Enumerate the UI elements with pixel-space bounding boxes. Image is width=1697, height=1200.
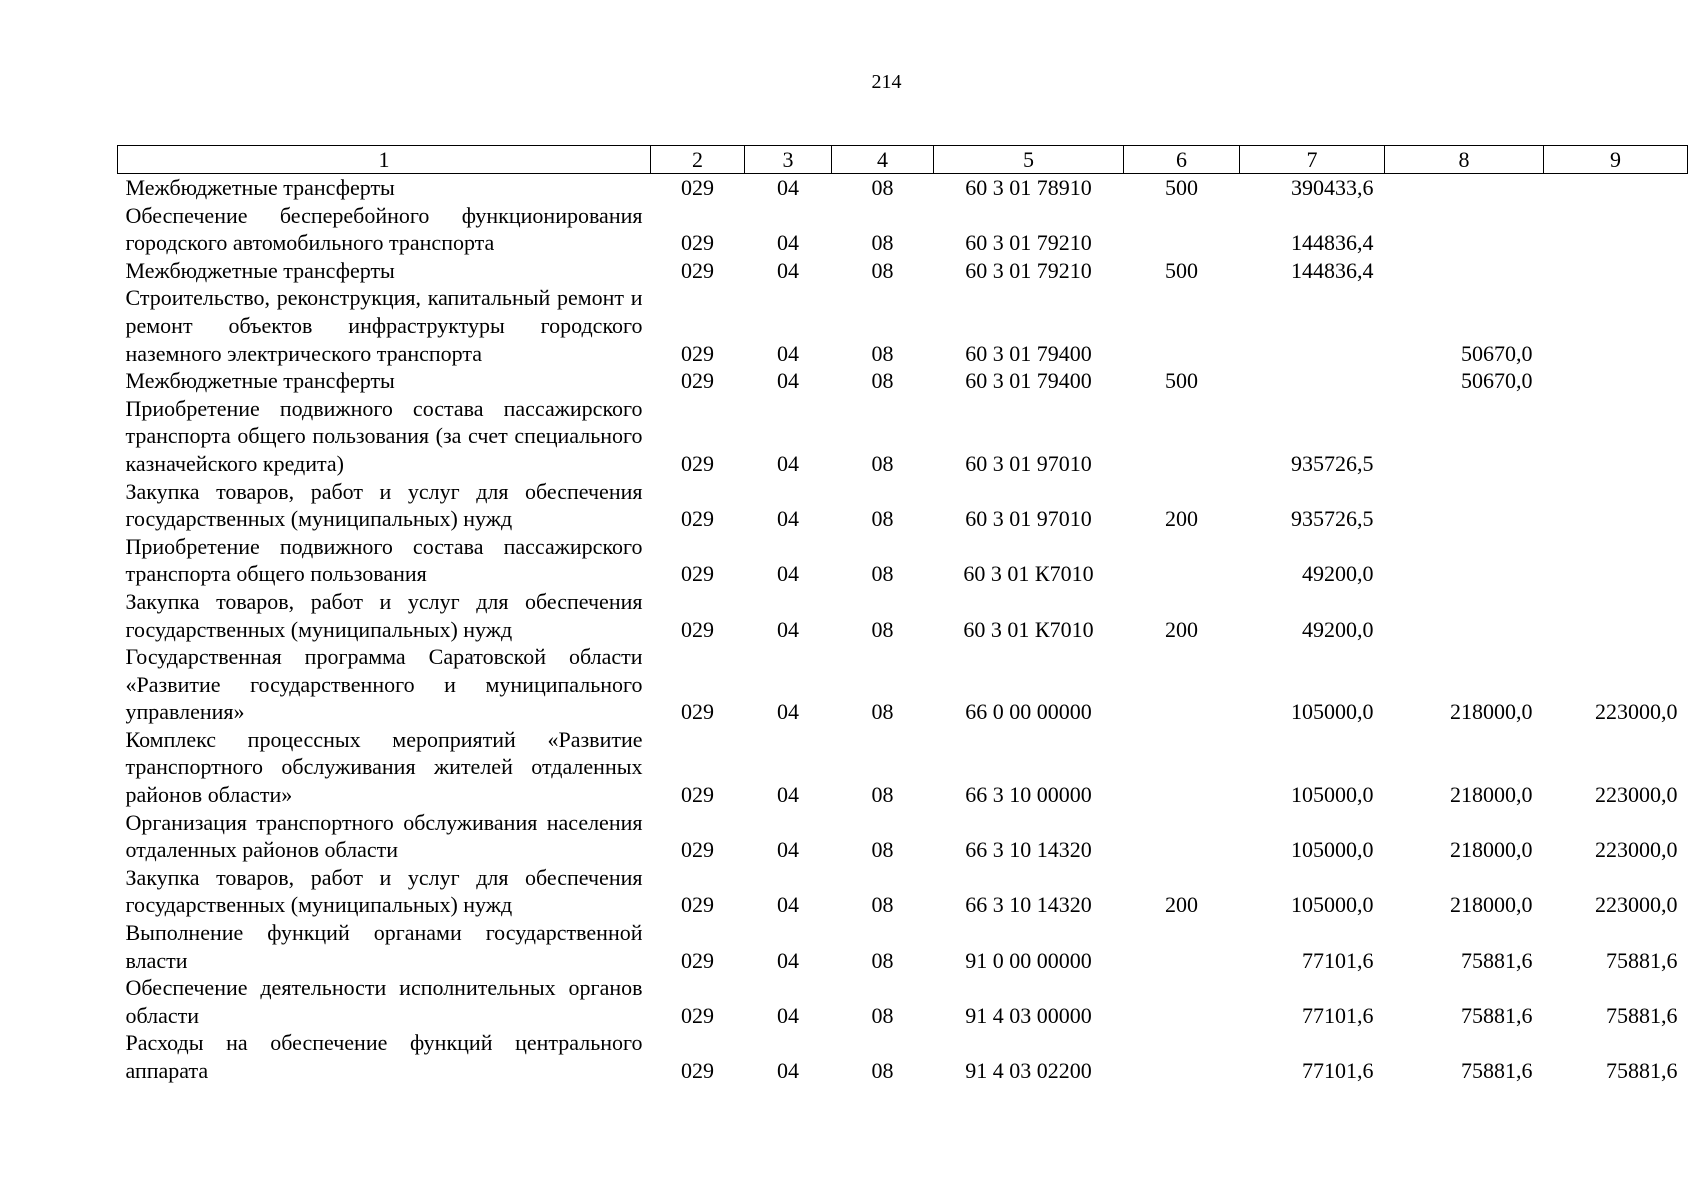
amount-col7: 49200,0 — [1302, 616, 1374, 642]
ministry-code: 029 — [681, 340, 714, 366]
target-article-code: 66 3 10 00000 — [965, 782, 1092, 808]
table-row — [118, 809, 1688, 864]
column-header: 4 — [832, 146, 934, 174]
column-header: 9 — [1544, 146, 1688, 174]
amount-col8 — [1385, 174, 1544, 202]
expense-name: Межбюджетные трансферты — [125, 175, 395, 200]
section-code: 04 — [777, 1058, 799, 1083]
column-header: 7 — [1240, 146, 1385, 174]
expense-name: Приобретение подвижного состава пассажирского транспорта общего пользования — [125, 533, 643, 587]
expense-type-code: 500 — [1165, 368, 1198, 394]
subsection-code: 08 — [871, 616, 894, 642]
column-header: 6 — [1124, 146, 1240, 174]
amount-col9 — [1544, 533, 1688, 588]
subsection-code: 08 — [871, 699, 894, 725]
amount-col7: 105000,0 — [1291, 892, 1374, 918]
section-code: 04 — [777, 230, 799, 256]
expense-name: Обеспечение бесперебойного функционирования городского автомобильного транспорта — [125, 202, 643, 256]
amount-col7 — [1240, 367, 1385, 395]
expense-name: Расходы на обеспечение функций центрального аппарата — [125, 1030, 643, 1083]
amount-col8: 75881,6 — [1461, 1058, 1533, 1083]
expense-type-code — [1124, 809, 1240, 864]
page-number: 214 — [871, 71, 902, 93]
table-row — [118, 864, 1688, 919]
amount-col7: 105000,0 — [1291, 699, 1374, 725]
ministry-code: 029 — [681, 1058, 714, 1083]
subsection-code: 08 — [871, 561, 894, 587]
expense-name: Комплекс процессных мероприятий «Развитие транспортного обслуживания жителей отдаленных районов области» — [125, 726, 643, 808]
expense-name: Организация транспортного обслуживания населения отдаленных районов области — [125, 809, 643, 863]
target-article-code: 91 4 03 02200 — [965, 1058, 1092, 1083]
amount-col8: 218000,0 — [1450, 782, 1533, 808]
amount-col8: 218000,0 — [1450, 699, 1533, 725]
amount-col7: 49200,0 — [1302, 561, 1374, 587]
table-row — [118, 919, 1688, 974]
table-row — [118, 174, 1688, 202]
subsection-code: 08 — [871, 340, 894, 366]
ministry-code: 029 — [681, 230, 714, 256]
column-header: 1 — [118, 146, 651, 174]
expense-type-code — [1124, 726, 1240, 809]
target-article-code: 91 0 00 00000 — [965, 947, 1092, 973]
amount-col8 — [1385, 588, 1544, 643]
amount-col7: 144836,4 — [1291, 230, 1374, 256]
amount-col9 — [1544, 284, 1688, 367]
section-code: 04 — [777, 175, 799, 200]
target-article-code: 60 3 01 97010 — [965, 506, 1092, 532]
expense-name: Выполнение функций органами государственной власти — [125, 920, 643, 973]
amount-col8 — [1385, 395, 1544, 478]
section-code: 04 — [777, 450, 799, 476]
amount-col9: 75881,6 — [1606, 1058, 1678, 1083]
subsection-code: 08 — [871, 837, 894, 863]
target-article-code: 60 3 01 К7010 — [963, 561, 1094, 587]
expense-type-code — [1124, 284, 1240, 367]
amount-col9: 223000,0 — [1595, 837, 1678, 863]
ministry-code: 029 — [681, 257, 714, 283]
table-row — [118, 367, 1688, 395]
target-article-code: 60 3 01 78910 — [965, 175, 1092, 200]
table-row — [118, 202, 1688, 257]
ministry-code: 029 — [681, 561, 714, 587]
expense-type-code: 200 — [1165, 616, 1198, 642]
section-code: 04 — [777, 506, 799, 532]
subsection-code: 08 — [871, 175, 894, 200]
ministry-code: 029 — [681, 368, 714, 394]
ministry-code: 029 — [681, 506, 714, 532]
subsection-code: 08 — [871, 947, 894, 973]
header-row — [118, 146, 1688, 174]
ministry-code: 029 — [681, 837, 714, 863]
table-row — [118, 284, 1688, 367]
target-article-code: 60 3 01 97010 — [965, 450, 1092, 476]
expense-type-code: 500 — [1165, 257, 1198, 283]
subsection-code: 08 — [871, 1002, 894, 1028]
section-code: 04 — [777, 616, 799, 642]
ministry-code: 029 — [681, 1002, 714, 1028]
table-row — [118, 478, 1688, 533]
target-article-code: 60 3 01 79400 — [965, 340, 1092, 366]
section-code: 04 — [777, 257, 799, 283]
expense-name: Закупка товаров, работ и услуг для обеспечения государственных (муниципальных) нужд — [125, 588, 643, 642]
amount-col9 — [1544, 395, 1688, 478]
amount-col9 — [1544, 202, 1688, 257]
amount-col9: 75881,6 — [1606, 1002, 1678, 1028]
amount-col7: 77101,6 — [1302, 1058, 1374, 1083]
amount-col8: 50670,0 — [1461, 368, 1533, 394]
target-article-code: 66 3 10 14320 — [965, 837, 1092, 863]
column-header: 5 — [934, 146, 1124, 174]
expense-type-code: 200 — [1165, 506, 1198, 532]
ministry-code: 029 — [681, 175, 714, 200]
target-article-code: 60 3 01 К7010 — [963, 616, 1094, 642]
amount-col8 — [1385, 257, 1544, 285]
table-row — [118, 643, 1688, 726]
section-code: 04 — [777, 561, 799, 587]
section-code: 04 — [777, 340, 799, 366]
expense-type-code — [1124, 974, 1240, 1029]
table-row — [118, 533, 1688, 588]
subsection-code: 08 — [871, 450, 894, 476]
section-code: 04 — [777, 782, 799, 808]
expense-type-code: 500 — [1165, 175, 1198, 200]
ministry-code: 029 — [681, 782, 714, 808]
amount-col7: 935726,5 — [1291, 506, 1374, 532]
amount-col9 — [1544, 257, 1688, 285]
expense-type-code — [1124, 919, 1240, 974]
expense-type-code — [1124, 643, 1240, 726]
ministry-code: 029 — [681, 450, 714, 476]
expense-name: Обеспечение деятельности исполнительных органов области — [125, 975, 643, 1028]
expense-name: Государственная программа Саратовской области «Развитие государственного и муниципального управления» — [125, 644, 643, 725]
column-header: 8 — [1385, 146, 1544, 174]
target-article-code: 60 3 01 79210 — [965, 257, 1092, 283]
table-row — [118, 588, 1688, 643]
expense-type-code — [1124, 1029, 1240, 1084]
amount-col9: 75881,6 — [1606, 947, 1678, 973]
amount-col9: 223000,0 — [1595, 782, 1678, 808]
amount-col7: 77101,6 — [1302, 947, 1374, 973]
amount-col8 — [1385, 533, 1544, 588]
ministry-code: 029 — [681, 892, 714, 918]
amount-col9: 223000,0 — [1595, 892, 1678, 918]
table-row — [118, 1029, 1688, 1084]
expense-name: Строительство, реконструкция, капитальный ремонт и ремонт объектов инфраструктуры городского наземного электрического транспорта — [125, 285, 643, 366]
section-code: 04 — [777, 947, 799, 973]
expense-name: Межбюджетные трансферты — [125, 257, 395, 283]
expense-type-code — [1124, 202, 1240, 257]
amount-col7: 390433,6 — [1291, 175, 1374, 200]
expense-name: Закупка товаров, работ и услуг для обеспечения государственных (муниципальных) нужд — [125, 478, 643, 532]
subsection-code: 08 — [871, 1058, 894, 1083]
target-article-code: 66 0 00 00000 — [965, 699, 1092, 725]
amount-col7 — [1240, 284, 1385, 367]
amount-col7: 144836,4 — [1291, 257, 1374, 283]
amount-col8: 218000,0 — [1450, 837, 1533, 863]
section-code: 04 — [777, 892, 799, 918]
section-code: 04 — [777, 1002, 799, 1028]
table-row — [118, 395, 1688, 478]
subsection-code: 08 — [871, 257, 894, 283]
expense-name: Закупка товаров, работ и услуг для обеспечения государственных (муниципальных) нужд — [125, 864, 643, 918]
amount-col8: 75881,6 — [1461, 1002, 1533, 1028]
budget-table — [117, 145, 1688, 1085]
table-row — [118, 257, 1688, 285]
target-article-code: 91 4 03 00000 — [965, 1002, 1092, 1028]
amount-col8 — [1385, 478, 1544, 533]
column-header: 2 — [651, 146, 745, 174]
amount-col7: 935726,5 — [1291, 450, 1374, 476]
amount-col8: 75881,6 — [1461, 947, 1533, 973]
section-code: 04 — [777, 368, 799, 394]
amount-col9 — [1544, 478, 1688, 533]
target-article-code: 66 3 10 14320 — [965, 892, 1092, 918]
subsection-code: 08 — [871, 782, 894, 808]
amount-col7: 105000,0 — [1291, 837, 1374, 863]
table-body — [118, 174, 1688, 1085]
target-article-code: 60 3 01 79400 — [965, 368, 1092, 394]
amount-col9: 223000,0 — [1595, 699, 1678, 725]
table-row — [118, 726, 1688, 809]
amount-col7: 105000,0 — [1291, 782, 1374, 808]
amount-col8 — [1385, 202, 1544, 257]
subsection-code: 08 — [871, 368, 894, 394]
amount-col7: 77101,6 — [1302, 1002, 1374, 1028]
column-header: 3 — [745, 146, 832, 174]
ministry-code: 029 — [681, 699, 714, 725]
amount-col9 — [1544, 174, 1688, 202]
subsection-code: 08 — [871, 230, 894, 256]
table-row — [118, 974, 1688, 1029]
amount-col8: 50670,0 — [1461, 340, 1533, 366]
amount-col9 — [1544, 588, 1688, 643]
expense-name: Приобретение подвижного состава пассажирского транспорта общего пользования (за счет специального казначейского кредита) — [125, 395, 643, 476]
subsection-code: 08 — [871, 506, 894, 532]
expense-type-code — [1124, 395, 1240, 478]
amount-col9 — [1544, 367, 1688, 395]
ministry-code: 029 — [681, 947, 714, 973]
expense-type-code — [1124, 533, 1240, 588]
section-code: 04 — [777, 837, 799, 863]
ministry-code: 029 — [681, 616, 714, 642]
section-code: 04 — [777, 699, 799, 725]
target-article-code: 60 3 01 79210 — [965, 230, 1092, 256]
expense-type-code: 200 — [1165, 892, 1198, 918]
expense-name: Межбюджетные трансферты — [125, 368, 395, 394]
amount-col8: 218000,0 — [1450, 892, 1533, 918]
subsection-code: 08 — [871, 892, 894, 918]
